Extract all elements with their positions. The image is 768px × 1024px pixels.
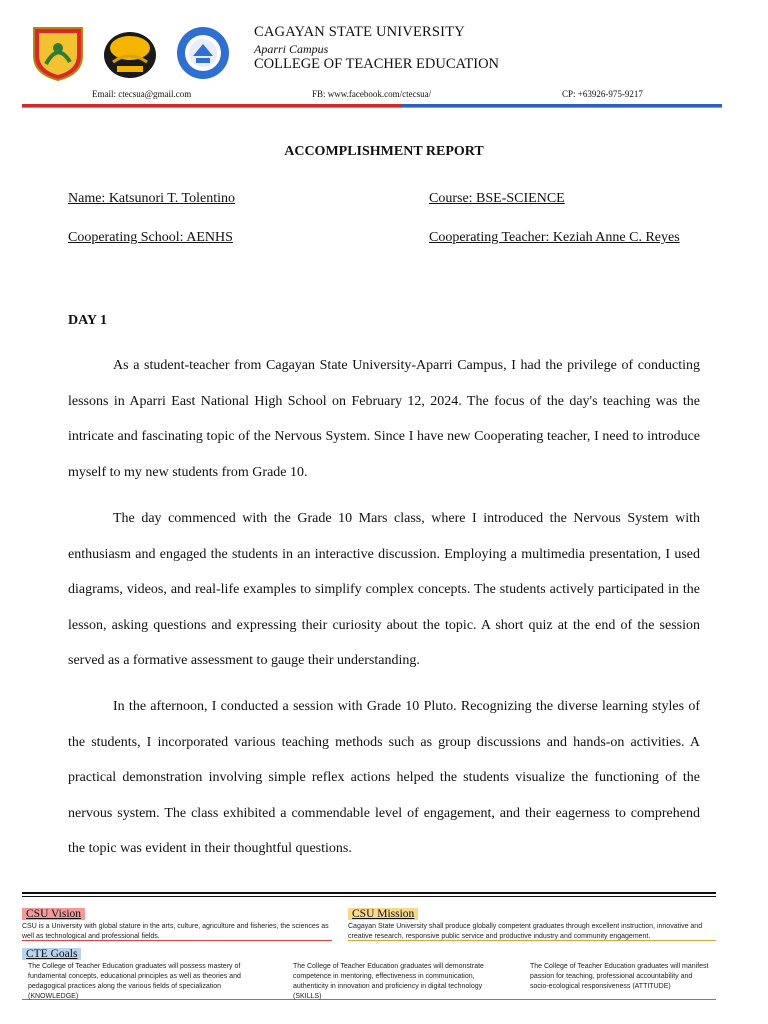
- student-name: Name: Katsunori T. Tolentino: [68, 191, 235, 206]
- campus-name: Aparri Campus: [254, 42, 329, 56]
- course-field: Course: BSE-SCIENCE: [429, 191, 565, 206]
- cte-goals-box: [22, 944, 716, 1000]
- csu-seal-logo: [32, 26, 84, 82]
- csu-vision-box: [22, 904, 332, 941]
- footer-rule-thin: [22, 896, 716, 897]
- vision-text: CSU is a University with global stature in the arts, culture, agriculture and fisheries, the sciences as well as technological and professional fields.: [22, 923, 329, 940]
- email-contact: Email: ctecsua@gmail.com: [92, 89, 192, 99]
- mission-title: CSU Mission: [348, 908, 418, 920]
- mission-text: Cagayan State University shall produce globally competent graduates through excellent instruction, innovative and creative research, responsive public service and productive industry and community engagement.: [348, 923, 703, 940]
- vision-title: CSU Vision: [22, 908, 85, 920]
- facebook-contact: FB: www.facebook.com/ctecsua/: [312, 89, 432, 99]
- college-name: COLLEGE OF TEACHER EDUCATION: [254, 56, 500, 72]
- cte-seal-logo: [176, 26, 230, 80]
- aparri-campus-logo: [103, 30, 158, 80]
- university-name: CAGAYAN STATE UNIVERSITY: [254, 24, 465, 40]
- report-title: ACCOMPLISHMENT REPORT: [284, 144, 484, 159]
- goals-title: CTE Goals: [22, 948, 81, 960]
- cooperating-teacher: Cooperating Teacher: Keziah Anne C. Reyes: [429, 230, 680, 245]
- paragraph-3: In the afternoon, I conducted a session with Grade 10 Pluto. Recognizing the diverse learning styles of the students, I incorporated various teaching methods such as group discussions and hands-on activities. A practical demonstration involving simple reflex actions helped the students visualize the functioning of the nervous system. The class exhibited a commendable level of engagement, and their eagerness to comprehend the topic was evident in their thoughtful questions.: [68, 699, 700, 856]
- header-divider: [22, 107, 722, 108]
- csu-mission-box: [348, 904, 716, 941]
- footer-rule: [22, 892, 716, 894]
- goal-skills: The College of Teacher Education graduates will demonstrate competence in mentoring, effectiveness in communication, authenticity in innovation and proficiency in digital technology (SKILLS): [293, 963, 484, 1000]
- day-heading: DAY 1: [68, 313, 108, 328]
- cooperating-school: Cooperating School: AENHS: [68, 230, 233, 245]
- phone-contact: CP: +63926-975-9217: [562, 89, 643, 99]
- goal-knowledge: The College of Teacher Education graduates will possess mastery of fundamental concepts, educational principles as well as theories and pedagogical practices along the various fields of specialization (KNOWLEDGE): [28, 963, 241, 1000]
- paragraph-2: The day commenced with the Grade 10 Mars class, where I introduced the Nervous System with enthusiasm and engaged the students in an interactive discussion. Employing a multimedia presentation, I used diagrams, videos, and real-life examples to simplify complex concepts. The students actively participated in the lesson, asking questions and expressing their curiosity about the topic. A short quiz at the end of the session served as a formative assessment to gauge their understanding.: [68, 511, 700, 668]
- paragraph-1: As a student-teacher from Cagayan State University-Aparri Campus, I had the privilege of conducting lessons in Aparri East National High School on February 12, 2024. The focus of the day's teaching was the intricate and fascinating topic of the Nervous System. Since I have new Cooperating teacher, I need to introduce myself to my new students from Grade 10.: [68, 358, 700, 480]
- goal-attitude: The College of Teacher Education graduates will manifest passion for teaching, professional accountability and socio-ecological responsiveness (ATTITUDE): [530, 963, 709, 990]
